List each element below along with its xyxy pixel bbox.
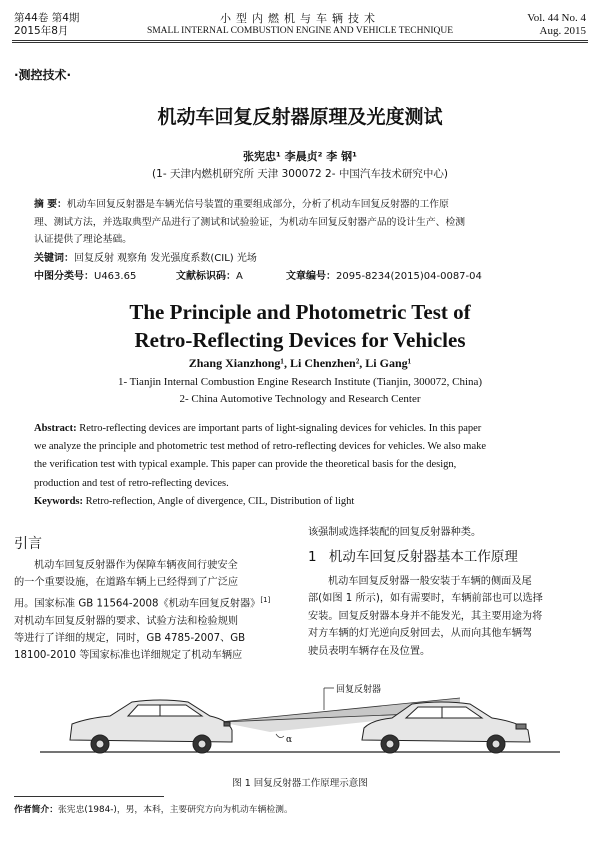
cn-article-no [286, 267, 482, 282]
journal-name [0, 12, 600, 38]
cn-abstract-line-2: 理、测试方法，并选取典型产品进行了测试和试验验证，为机动车回复反射器产品的设计生产、检测 [34, 216, 466, 228]
cn-doc-code [176, 267, 243, 282]
en-title-line-1: The Principle and Photometric Test of [129, 300, 471, 324]
cn-keywords-label: 关键词： [34, 253, 74, 264]
en-title-line-2: Retro-Reflecting Devices for Vehicles [134, 328, 466, 352]
en-keywords-text: Retro-reflection, Angle of divergence, CIL, Distribution of light [83, 495, 355, 507]
journal-volume: 第44卷 第4期 [14, 12, 80, 24]
cn-abstract-label: 摘 要： [34, 199, 67, 210]
cn-keywords [34, 249, 257, 264]
intro-line-1: 机动车回复反射器作为保障车辆夜间行驶安全 [34, 560, 238, 571]
cn-abstract-line-1: 机动车回复反射器是车辆光信号装置的重要组成部分，分析了机动车回复反射器的工作原 [66, 199, 449, 210]
en-title [0, 298, 600, 354]
figure-1-caption: 图 1 回复反射器工作原理示意图 [232, 778, 368, 789]
left-car [70, 700, 232, 753]
intro-line-5: 等进行了详细的规定，同时，GB 4785-2007、GB [14, 633, 246, 645]
author-footnote [14, 802, 293, 815]
journal-date: 2015年8月 [14, 25, 69, 37]
section1-line-1: 机动车回复反射器一般安装于车辆的侧面及尾 [328, 576, 532, 587]
en-affiliations [0, 374, 600, 408]
section1-body [308, 573, 588, 660]
en-affil-1: 1- Tianjin Internal Combustion Engine Research Institute (Tianjin, 300072, China) [117, 376, 483, 388]
angle-arc [276, 734, 284, 738]
figure-1-diagram [40, 668, 560, 768]
angle-alpha: α [286, 735, 293, 745]
section1-line-4: 对方车辆的灯光逆向反射回去，从而向其他车辆驾 [308, 628, 533, 640]
footnote-text: 张宪忠(1984-)，男，本科，主要研究方向为机动车辆检测。 [58, 805, 293, 815]
section1-line-2: 部(如图 1 所示)，如有需要时，车辆前部也可以选择 [308, 593, 543, 605]
cn-authors: 张宪忠¹ 李晨贞² 李 钢¹ [243, 150, 357, 163]
section1-title: 机动车回复反射器基本工作原理 [328, 549, 518, 565]
journal-date-en: Aug. 2015 [539, 25, 586, 37]
section1-number: 1 [308, 549, 317, 565]
intro-body [14, 557, 290, 665]
intro-ref-1: [1] [260, 595, 271, 604]
article-value: 2095-8234(2015)04-0087-04 [336, 271, 482, 282]
cn-keywords-text: 回复反射 观察角 发光强度系数(CIL) 光场 [74, 253, 257, 264]
en-abstract-label: Abstract: [34, 423, 77, 434]
cn-title: 机动车回复反射器原理及光度测试 [157, 106, 443, 128]
article-label: 文章编号： [286, 271, 336, 282]
intro-line-6: 18100-2010 等国家标准也详细规定了机动车辆应 [14, 650, 243, 662]
header-rule-2 [12, 42, 588, 43]
section-label: ·测控技术· [14, 68, 72, 82]
en-abstract-line-2: we analyze the principle and photometric test method of retro-reflecting devices for vehicles. We also make [34, 441, 487, 453]
en-abstract-line-4: production and test of retro-reflecting devices. [34, 477, 229, 489]
reflector-label: 回复反射器 [336, 685, 382, 695]
en-keywords-label: Keywords: [34, 495, 83, 507]
journal-vol-en [527, 12, 586, 38]
journal-name-en: SMALL INTERNAL COMBUSTION ENGINE AND VEHICLE TECHNIQUE [146, 26, 454, 36]
en-abstract-line-1: Retro-reflecting devices are important parts of light-signaling devices for vehicles. In this paper [76, 423, 482, 434]
cn-affiliation: (1- 天津内燃机研究所 天津 300072 2- 中国汽车技术研究中心) [152, 168, 448, 180]
cn-abstract [34, 196, 564, 249]
intro-heading: 引言 [14, 536, 42, 552]
journal-name-cn: 小型内燃机与车辆技术 [220, 12, 380, 25]
section1-line-3: 安装。回复反射器本身并不能发光，其主要用途为将 [308, 610, 543, 622]
en-affil-2: 2- China Automotive Technology and Research Center [179, 393, 421, 405]
journal-volume-en: Vol. 44 No. 4 [527, 12, 586, 24]
en-authors: Zhang Xianzhong¹, Li Chenzhen², Li Gang¹ [188, 356, 412, 370]
footnote-rule [14, 796, 164, 797]
intro-line-3: 用。国家标准 GB 11564-2008《机动车回复反射器》 [14, 598, 261, 610]
cn-abstract-line-3: 认证提供了理论基础。 [34, 234, 132, 246]
doc-label: 文献标识码： [176, 271, 236, 282]
clc-value: U463.65 [94, 271, 137, 282]
cn-classification [34, 267, 136, 282]
intro-continued: 该强制或选择装配的回复反射器种类。 [308, 527, 482, 538]
en-abstract-line-3: the verification test with typical example. This paper can provide the theoretical basis for the design, [34, 459, 457, 471]
intro-line-2: 的一个重要设施，在道路车辆上已经得到了广泛应 [14, 577, 239, 589]
section1-line-5: 驶员表明车辆存在及位置。 [308, 645, 431, 657]
section1-heading [308, 545, 518, 565]
footnote-label: 作者简介： [14, 805, 58, 815]
header-rule [12, 40, 588, 41]
clc-label: 中图分类号： [34, 271, 94, 282]
intro-line-4: 对机动车回复反射器的要求、试验方法和检验规则 [14, 615, 239, 627]
doc-value: A [236, 271, 243, 282]
en-abstract [34, 420, 564, 511]
